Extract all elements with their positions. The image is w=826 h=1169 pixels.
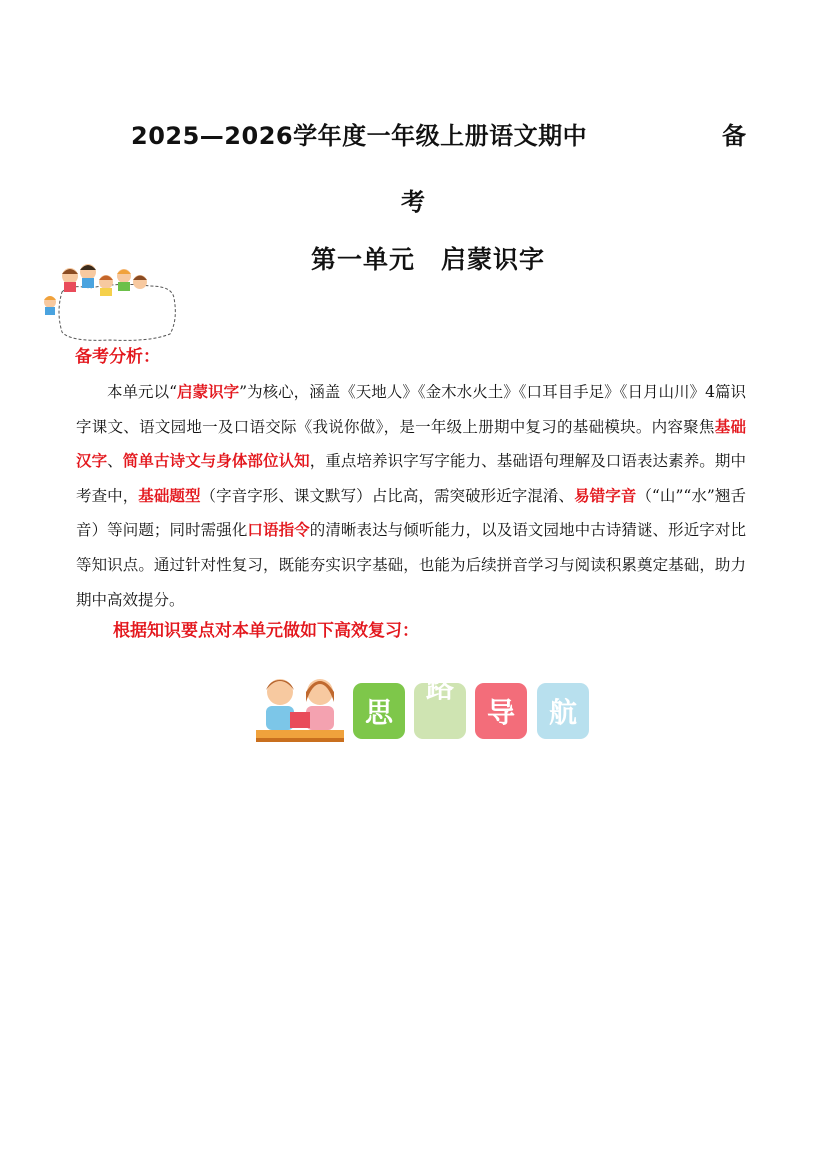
document-title: 2025—2026学年度一年级上册语文期中 [131, 122, 588, 150]
kids-cartoon-frame-illustration [40, 262, 180, 344]
text-segment: ，重点培养识字写字能力、基础语句理解及口语表达素养。期中考查中， [76, 452, 746, 505]
tile-dao: 导 [475, 683, 527, 739]
text-segment: 本单元以“ [107, 383, 178, 401]
document-title-line1 [0, 116, 826, 156]
tile-hang: 航 [537, 683, 589, 739]
text-segment: （字音字形、课文默写）占比高，需突破形近字混淆、 [200, 486, 575, 505]
text-segment: ”为核心，涵盖《天地人》《金木水火土》《口耳目手足》《日月山川》4篇识字课文、语文园地一及口语交际《我说你做》，是一年级上册期中复习的基础模块。内容聚焦 [76, 383, 746, 436]
highlight-text: 基础汉字 [76, 417, 746, 471]
thinking-guide-banner [254, 671, 594, 762]
highlight-text: 启蒙识字 [177, 383, 240, 401]
text-segment: 的清晰表达与倾听能力，以及语文园地中古诗猜谜、形近字对比等知识点。通过针对性复习，既能夯实识字基础，也能为后续拼音学习与阅读积累奠定基础，助力期中高效提分。 [76, 521, 746, 609]
highlight-text: 口语指令 [247, 521, 310, 540]
tile-lu [414, 671, 466, 762]
document-title-tail: 备 [722, 122, 746, 150]
analysis-heading: 备考分析： [75, 347, 160, 367]
students-reading-illustration [254, 672, 346, 746]
analysis-paragraph [76, 375, 746, 617]
text-segment: （“山”“水”翘舌音）等问题；同时需强化 [76, 486, 746, 540]
tile-lu-char: 路 [425, 671, 454, 704]
document-title-line2: 考 [401, 188, 425, 216]
text-segment: 、 [107, 452, 123, 471]
highlight-text: 易错字音 [574, 486, 637, 505]
highlight-text: 基础题型 [138, 486, 201, 505]
review-heading: 根据知识要点对本单元做如下高效复习： [113, 621, 419, 641]
unit-title: 第一单元 启蒙识字 [310, 245, 545, 274]
tile-si: 思 [353, 683, 405, 739]
tile-lu-tail: e [425, 729, 445, 762]
highlight-text: 简单古诗文与身体部位认知 [122, 452, 310, 471]
